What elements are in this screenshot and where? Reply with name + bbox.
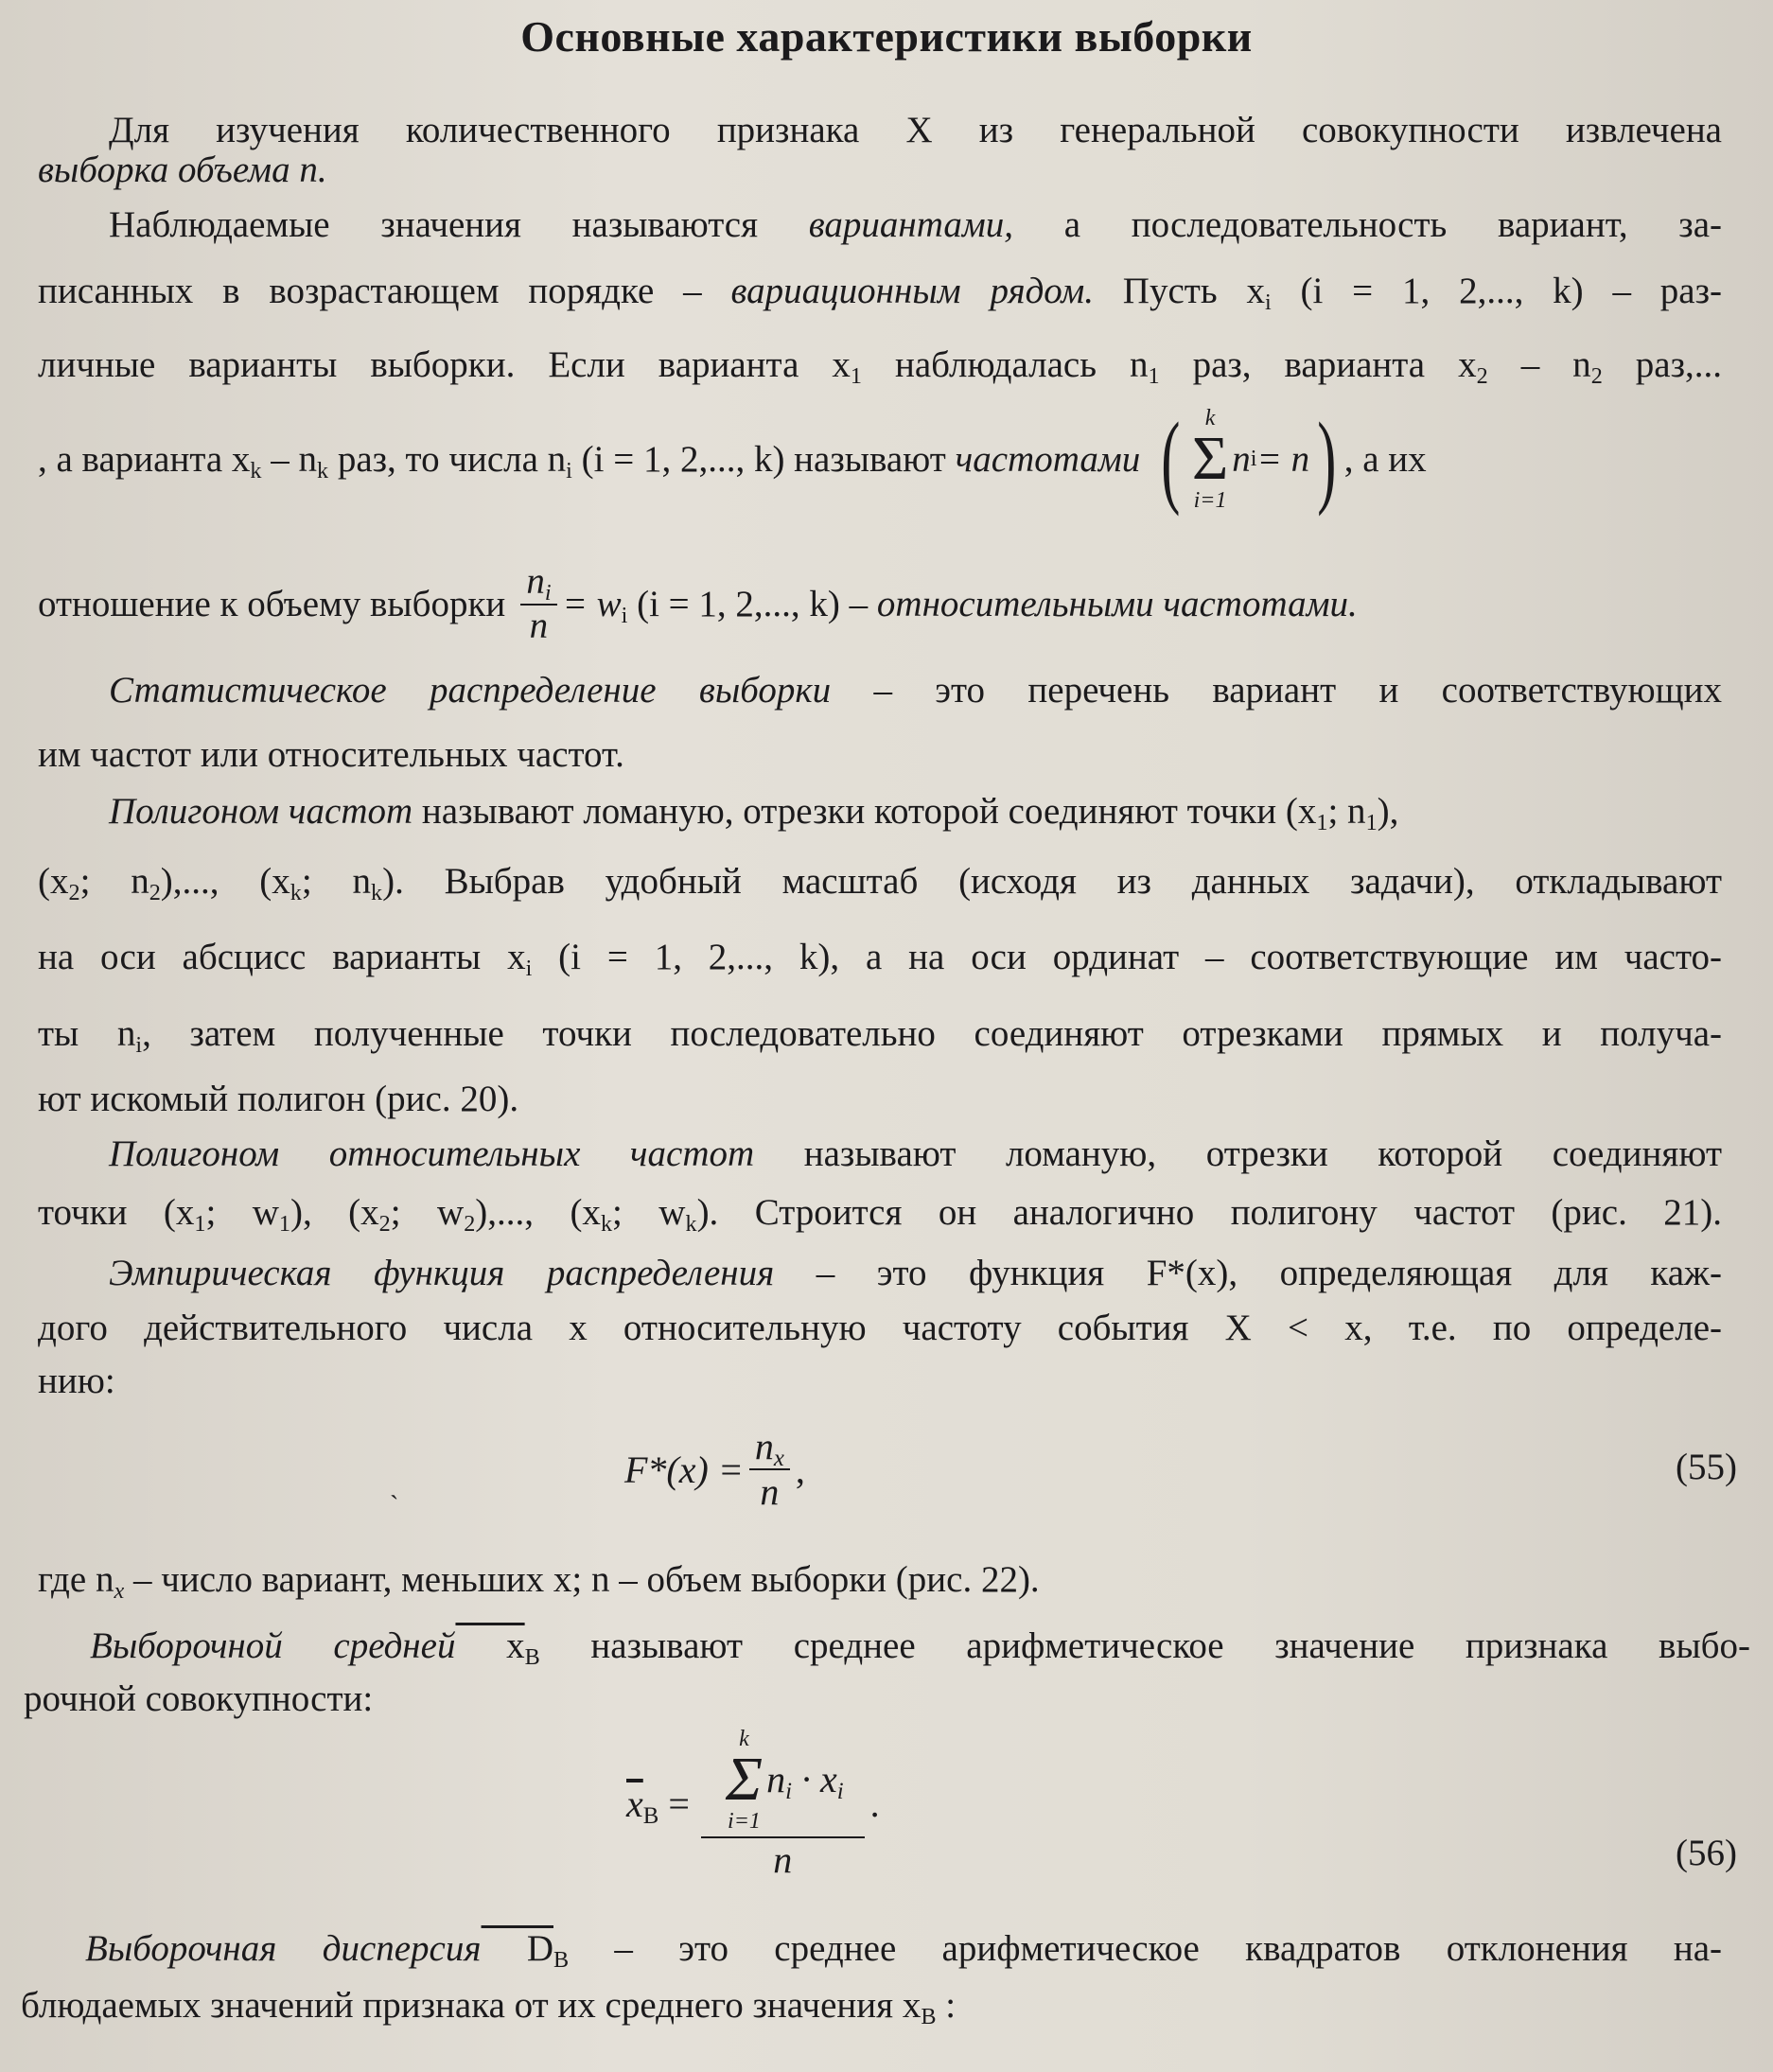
italic-term: вариационным рядом.	[730, 271, 1094, 311]
subscript: i	[836, 1779, 844, 1805]
paragraph-2-line-5	[38, 563, 1722, 646]
eq-tail: ,	[795, 1448, 805, 1491]
text: , а варианта x	[38, 438, 251, 480]
italic-term: вариантами,	[808, 204, 1014, 245]
paragraph-6-line-2	[38, 1309, 1722, 1346]
subscript: k	[290, 879, 302, 905]
text: ),..., (x	[160, 861, 290, 902]
italic-term: Эмпирическая функция распределения	[109, 1253, 775, 1293]
sum-of-frequencies-formula: ( k Σ i=1 n i = n )	[1161, 401, 1337, 518]
text: ты n	[38, 1013, 136, 1054]
eq56-fraction	[701, 1728, 865, 1880]
subscript: 1	[278, 1210, 290, 1237]
stray-mark: ˋ	[390, 1491, 399, 1520]
subscript: i	[135, 1031, 143, 1058]
text: называют ломаную, отрезки которой соединяют точки (x	[413, 791, 1317, 832]
sigma-symbol	[726, 1728, 763, 1833]
sigma-glyph: Σ	[725, 1745, 764, 1814]
paragraph-6-line-1	[109, 1255, 1722, 1291]
fraction-denominator: n	[773, 1837, 793, 1881]
text: личные варианты выборки. Если варианта x	[38, 344, 851, 385]
text: ; w	[205, 1192, 279, 1233]
left-paren: (	[1161, 401, 1181, 518]
italic-term: частотами	[955, 438, 1141, 480]
text: блюдаемых значений признака от их среднего значения x	[21, 1985, 922, 2026]
subscript: i	[621, 603, 628, 629]
text: писанных в возрастающем порядке –	[38, 271, 731, 311]
text: называют среднее арифметическое значение признака выбо-	[539, 1625, 1750, 1666]
paragraph-5-line-2	[38, 1192, 1723, 1237]
text: Для изучения количественного признака X из генеральной совокупности извлечена	[109, 110, 1722, 150]
italic-term: выборка объема n.	[38, 149, 327, 190]
subscript: 1	[1316, 809, 1328, 835]
text: ),..., (x	[475, 1192, 601, 1233]
subscript: 2	[149, 879, 161, 905]
subscript: В	[642, 1802, 659, 1829]
text: , а их	[1343, 438, 1427, 480]
text: где n	[38, 1559, 114, 1600]
italic-term: Выборочной средней	[90, 1625, 456, 1666]
subscript: x	[114, 1577, 125, 1604]
subscript: k	[317, 457, 329, 483]
text: (i = 1, 2,..., k), а на оси ординат – соответствующие им часто-	[532, 937, 1722, 977]
text: раз, варианта x	[1159, 344, 1477, 385]
text: называют ломаную, отрезки которой соединяют	[754, 1133, 1722, 1174]
paragraph-2-line-2	[38, 271, 1723, 315]
sigma-glyph: Σ	[1191, 424, 1229, 493]
paragraph-3-line-2	[38, 736, 1722, 773]
subscript: x	[773, 1445, 784, 1471]
subscript: 1	[850, 362, 862, 389]
text: (i = 1, 2,..., k) – раз-	[1271, 271, 1723, 311]
paragraph-8-line-2	[24, 1680, 1708, 1717]
text: на оси абсцисс варианты x	[38, 937, 526, 977]
paragraph-4-line-5	[38, 1080, 1722, 1117]
sum-body-x: · x	[792, 1758, 837, 1801]
eq55-fraction	[749, 1427, 790, 1512]
subscript: 2	[378, 1210, 391, 1237]
subscript: В	[524, 1643, 540, 1670]
numerator-text: n	[526, 561, 545, 602]
sum-body: n	[1232, 438, 1251, 480]
text: ; n	[79, 861, 149, 902]
text: – это перечень вариант и соответствующих	[831, 670, 1723, 711]
text: – число вариант, меньших x; n – объем выборки (рис. 22).	[124, 1559, 1040, 1600]
text: – это среднее арифметическое квадратов отклонения на-	[569, 1928, 1723, 1969]
text: нию:	[38, 1361, 115, 1401]
text: а последовательность вариант, за-	[1013, 204, 1722, 245]
sigma-symbol	[1192, 407, 1228, 512]
subscript: k	[371, 879, 383, 905]
text: отношение к объему выборки	[38, 584, 506, 625]
numerator-text: n	[754, 1425, 774, 1467]
fraction-denominator: n	[529, 605, 549, 646]
paragraph-2-line-3	[38, 344, 1722, 389]
italic-term: Полигоном частот	[109, 791, 413, 832]
sum-upper-limit: k	[739, 1727, 749, 1751]
eq-tail: .	[869, 1782, 880, 1825]
paragraph-3-line-1	[109, 672, 1722, 709]
paragraph-6-line-3	[38, 1362, 1722, 1399]
italic-term: относительными частотами.	[876, 584, 1358, 625]
italic-term: Статистическое распределение выборки	[109, 670, 832, 711]
sum-lower-limit: i=1	[1193, 487, 1227, 513]
subscript: k	[600, 1210, 613, 1237]
subscript: 1	[1365, 809, 1378, 835]
x-bar-symbol: x	[455, 1625, 525, 1666]
italic-term: Полигоном относительных частот	[109, 1133, 755, 1174]
subscript: 2	[1476, 362, 1488, 389]
italic-term: Выборочная дисперсия	[85, 1928, 482, 1969]
text: (x	[38, 861, 69, 902]
subscript: 2	[464, 1210, 476, 1237]
equation-number-56: (56)	[1676, 1833, 1737, 1873]
text: раз, то числа n	[328, 438, 567, 480]
relative-frequency-fraction	[520, 563, 556, 646]
paragraph-7-line-1	[38, 1559, 1722, 1604]
equation-number-55: (55)	[1676, 1447, 1737, 1487]
paragraph-2-line-4	[38, 401, 1722, 518]
subscript: k	[250, 457, 262, 483]
subscript: i	[1264, 289, 1272, 315]
sum-upper-limit: k	[1204, 406, 1216, 430]
subscript: i	[785, 1779, 792, 1805]
text: ; w	[390, 1192, 465, 1233]
subscript: i	[566, 457, 572, 483]
paragraph-1-line-1	[109, 112, 1722, 149]
text: :	[936, 1985, 957, 2026]
text: – это функция F*(x), определяющая для каж-	[774, 1253, 1722, 1293]
paragraph-5-line-1	[109, 1135, 1722, 1172]
subscript: i	[544, 579, 552, 606]
eq-sign: =	[658, 1782, 690, 1825]
paragraph-1-line-2	[38, 151, 1722, 188]
fraction-numerator	[701, 1728, 865, 1838]
paragraph-4-line-2	[38, 861, 1723, 905]
text: (i = 1, 2,..., k) называют	[571, 438, 956, 480]
paragraph-4-line-3	[38, 937, 1722, 981]
text: Наблюдаемые значения называются	[109, 204, 809, 245]
equation-56	[626, 1728, 880, 1880]
text: рочной совокупности:	[24, 1678, 374, 1719]
fraction-denominator: n	[760, 1470, 780, 1513]
paragraph-4-line-1	[109, 791, 1722, 835]
text: ; w	[612, 1192, 686, 1233]
text: (i = 1, 2,..., k) –	[627, 584, 877, 625]
right-paren: )	[1317, 401, 1337, 518]
text: Пусть x	[1093, 271, 1265, 311]
text: , затем полученные точки последовательно соединяют отрезками прямых и получа-	[142, 1013, 1722, 1054]
subscript: В	[553, 1946, 570, 1973]
equation-55	[624, 1427, 805, 1512]
sum-equals: = n	[1256, 438, 1310, 480]
page-title: Основные характеристики выборки	[520, 12, 1253, 61]
fraction-numerator	[749, 1427, 790, 1470]
fraction-numerator	[520, 563, 556, 606]
subscript: k	[685, 1210, 697, 1237]
text: раз,...	[1602, 344, 1722, 385]
math-text: = w	[562, 584, 622, 625]
eq-lhs: F*(x) =	[624, 1448, 744, 1491]
text: ). Строится он аналогично полигону частот (рис. 21).	[696, 1192, 1723, 1233]
text: наблюдалась n	[861, 344, 1149, 385]
text: ют искомый полигон (рис. 20).	[38, 1079, 519, 1119]
text: ),	[1377, 791, 1399, 832]
text: ), (x	[290, 1192, 379, 1233]
text: – n	[1487, 344, 1591, 385]
paragraph-4-line-4	[38, 1013, 1722, 1058]
subscript: В	[921, 2003, 937, 2029]
sum-lower-limit: i=1	[728, 1808, 761, 1834]
d-bar-symbol: D	[481, 1928, 553, 1969]
subscript: i	[525, 955, 533, 981]
text: ; n	[1327, 791, 1366, 832]
sum-body: n	[766, 1758, 786, 1801]
paragraph-8-line-1	[90, 1625, 1750, 1670]
text: ). Выбрав удобный масштаб (исходя из данных задачи), откладывают	[382, 861, 1723, 902]
text: дого действительного числа x относительную частоту события X < x, т.е. по определе-	[38, 1308, 1722, 1348]
text: точки (x	[38, 1192, 195, 1233]
subscript: 1	[194, 1210, 206, 1237]
text: им частот или относительных частот.	[38, 734, 624, 775]
subscript: 2	[68, 879, 80, 905]
paragraph-9-line-2	[21, 1985, 1705, 2029]
paragraph-2-line-1	[109, 206, 1722, 243]
subscript: 2	[1590, 362, 1603, 389]
text: ; n	[301, 861, 371, 902]
text: – n	[261, 438, 317, 480]
subscript: 1	[1148, 362, 1160, 389]
paragraph-9-line-1	[85, 1928, 1723, 1973]
x-bar-symbol: $\overline{x}$	[626, 1782, 643, 1825]
